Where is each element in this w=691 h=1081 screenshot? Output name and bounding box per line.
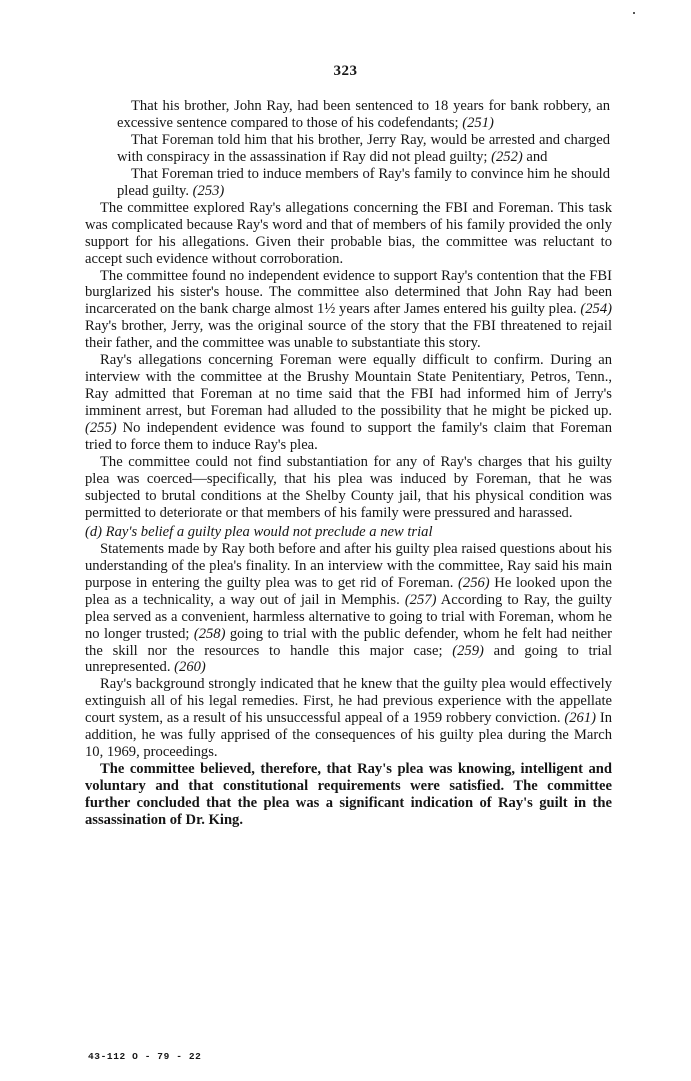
body-paragraph	[85, 352, 612, 454]
footnote-reference: (258)	[193, 625, 226, 642]
paragraph-text: That his brother, John Ray, had been sentenced to 18 years for bank robbery, an excessive sentence compared to those of his codefendants;	[117, 98, 610, 131]
paragraph-text: (d) Ray's belief a guilty plea would not preclude a new trial	[85, 523, 433, 540]
paragraph-text: Ray's allegations concerning Foreman were equally difficult to confirm. During an interview with the committee at the Brushy Mountain State Penitentiary, Petros, Tenn., Ray admitted that Foreman at no time said that the FBI had informed him of Jerry's imminent arrest, but Foreman had alluded to the possibility that he might be picked up.	[85, 352, 612, 420]
paragraph-text: He looked upon the plea as a technicality, a way out of jail in Memphis.	[85, 574, 612, 608]
section-heading	[85, 524, 612, 541]
body-paragraph	[85, 454, 612, 522]
footnote-reference: (255)	[85, 420, 117, 437]
paragraph-text: The committee could not find substantiation for any of Ray's charges that his guilty plea was coerced—specifically, that his plea was induced by Foreman, that he was subjected to brutal conditions at the Shelby County jail, that his physical condition was permitted to deteriorate or that members of his family were pressured and harassed.	[85, 454, 612, 521]
paragraph-text: The committee believed, therefore, that Ray's plea was knowing, intelligent and voluntary and that constitutional requirements were satisfied. The committee further concluded that the plea was a significant indication of Ray's guilt in the assassination of Dr. King.	[85, 761, 612, 829]
footnote-reference: (252)	[491, 148, 523, 165]
footnote-reference: (254)	[580, 301, 612, 318]
paragraph-text: That Foreman tried to induce members of Ray's family to convince him he should plead guilty.	[117, 165, 610, 199]
paragraph-text: No independent evidence was found to support the family's claim that Foreman tried to force them to induce Ray's plea.	[85, 420, 612, 454]
body-paragraph	[85, 676, 612, 761]
footnote-reference: (260)	[174, 659, 206, 676]
paragraph-text: According to Ray, the guilty plea served as a convenient, harmless alternative to going to trial with Foreman, whom he no longer trusted;	[85, 591, 612, 642]
page-number: 323	[333, 63, 358, 79]
footnote-reference: (259)	[452, 642, 484, 659]
paragraph-text: In addition, he was fully apprised of the consequences of his guilty plea during the March 10, 1969, proceedings.	[85, 710, 613, 761]
body-paragraph	[85, 541, 612, 677]
paragraph-text: Ray's brother, Jerry, was the original source of the story that the FBI threatened to rejail their father, and the committee was unable to substantiate this story.	[85, 318, 612, 352]
allegation-item	[85, 132, 612, 166]
paragraph-text: and	[522, 148, 548, 165]
paragraph-text: The committee found no independent evidence to support Ray's contention that the FBI burglarized his sister's house. The committee also determined that John Ray had been incarcerated on the bank charge almost 1½ years after James entered his guilty plea.	[85, 267, 612, 318]
paragraph-text: The committee explored Ray's allegations concerning the FBI and Foreman. This task was complicated because Ray's word and that of members of his family provided the only support for his allegations. Given their probable bias, the committee was reluctant to accept such evidence without corroboration.	[85, 199, 612, 267]
body-text	[85, 98, 612, 829]
paragraph-text: and going to trial unrepresented.	[85, 642, 612, 676]
footnote-reference: (256)	[458, 574, 490, 591]
paragraph-text: Ray's background strongly indicated that he knew that the guilty plea would effectively extinguish all of his legal remedies. First, he had previous experience with the appellate court system, as a result of his unsuccessful appeal of a 1959 robbery conviction.	[85, 676, 612, 727]
footnote-reference: (251)	[462, 114, 494, 131]
allegation-item	[85, 166, 612, 200]
scan-speck	[633, 12, 635, 14]
conclusion-paragraph	[85, 761, 612, 829]
paragraph-text: going to trial with the public defender, whom he felt had neither the skill nor the resources to handle this major case;	[85, 625, 612, 659]
body-paragraph	[85, 200, 612, 268]
allegation-item	[85, 98, 612, 132]
footnote-reference: (257)	[404, 591, 437, 608]
paragraph-text: That Foreman told him that his brother, Jerry Ray, would be arrested and charged with conspiracy in the assassination if Ray did not plead guilty;	[117, 131, 610, 165]
body-paragraph	[85, 268, 612, 353]
paragraph-text: Statements made by Ray both before and after his guilty plea raised questions about his understanding of the plea's finality. In an interview with the committee, Ray said his main purpose in entering the guilty plea was to get rid of Foreman.	[85, 540, 612, 591]
footnote-reference: (253)	[192, 182, 225, 199]
footnote-reference: (261)	[564, 710, 596, 727]
print-code-footer: 43-112 O - 79 - 22	[88, 1051, 202, 1062]
